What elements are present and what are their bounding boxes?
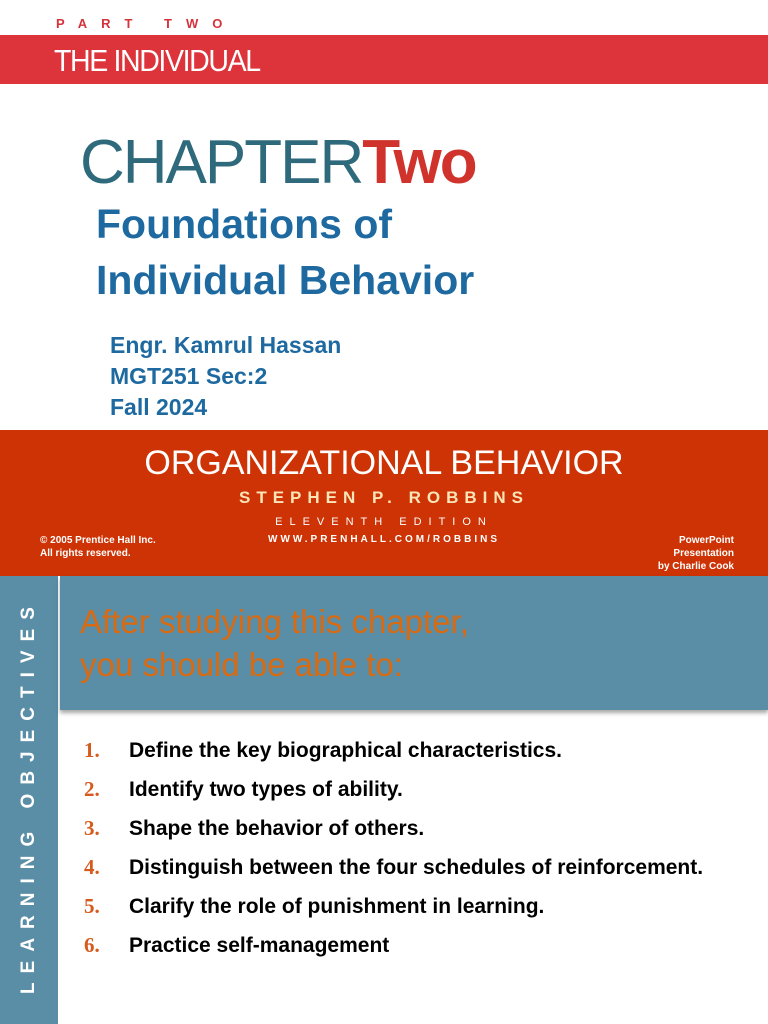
chapter-word: CHAPTER: [80, 128, 363, 197]
sidebar-label: LEARNING OBJECTIVES: [18, 598, 39, 994]
intro-line-2: you should be able to:: [80, 646, 403, 683]
list-item: [84, 734, 744, 767]
item-text: Clarify the role of punishment in learning.: [129, 895, 545, 918]
part-label: PART TWO: [56, 16, 237, 31]
item-number: 1.: [84, 738, 100, 762]
list-item: [84, 773, 744, 806]
title-line-2: Individual Behavior: [96, 257, 475, 303]
item-text: Identify two types of ability.: [129, 778, 403, 801]
credit-line-3: by Charlie Cook: [657, 561, 734, 572]
book-banner: [0, 430, 768, 576]
intro-line-1: After studying this chapter,: [80, 603, 469, 640]
chapter-number: Two: [362, 128, 476, 197]
item-number: 5.: [84, 894, 100, 918]
objectives-header: [60, 576, 768, 710]
slide-learning-objectives: [0, 576, 768, 1024]
item-number: 6.: [84, 933, 100, 957]
item-text: Define the key biographical characteristics.: [129, 739, 563, 762]
item-number: 2.: [84, 777, 100, 801]
copyright-line-2: All rights reserved.: [40, 548, 131, 559]
item-text: Practice self-management: [129, 934, 390, 957]
copyright-notice: [40, 534, 156, 560]
presentation-credit: [658, 534, 734, 573]
publisher-url: WWW.PRENHALL.COM/ROBBINS: [268, 534, 500, 545]
list-item: [84, 929, 744, 962]
objectives-intro: [80, 600, 469, 686]
item-text: Shape the behavior of others.: [129, 817, 425, 840]
chapter-heading: [80, 130, 476, 196]
item-number: 3.: [84, 816, 100, 840]
presenter-info: [110, 330, 341, 423]
book-title: ORGANIZATIONAL BEHAVIOR: [144, 444, 624, 482]
presenter-name: Engr. Kamrul Hassan: [110, 332, 342, 358]
copyright-line-1: © 2005 Prentice Hall Inc.: [40, 535, 156, 546]
list-item: [84, 890, 744, 923]
part-title-band: [0, 35, 768, 84]
part-title: THE INDIVIDUAL: [54, 43, 260, 78]
book-edition: ELEVENTH EDITION: [275, 516, 493, 528]
objectives-list: [84, 734, 744, 968]
credit-line-1: PowerPoint: [678, 535, 734, 546]
list-item: [84, 851, 744, 884]
slide-title: [96, 196, 474, 308]
term: Fall 2024: [110, 394, 208, 420]
book-author: STEPHEN P. ROBBINS: [238, 488, 529, 507]
title-line-1: Foundations of: [96, 201, 393, 247]
credit-line-2: Presentation: [673, 548, 734, 559]
item-number: 4.: [84, 855, 100, 879]
item-text: Distinguish between the four schedules of reinforcement.: [129, 856, 704, 879]
course-section: MGT251 Sec:2: [110, 363, 268, 389]
objectives-sidebar: [0, 576, 58, 1024]
list-item: [84, 812, 744, 845]
